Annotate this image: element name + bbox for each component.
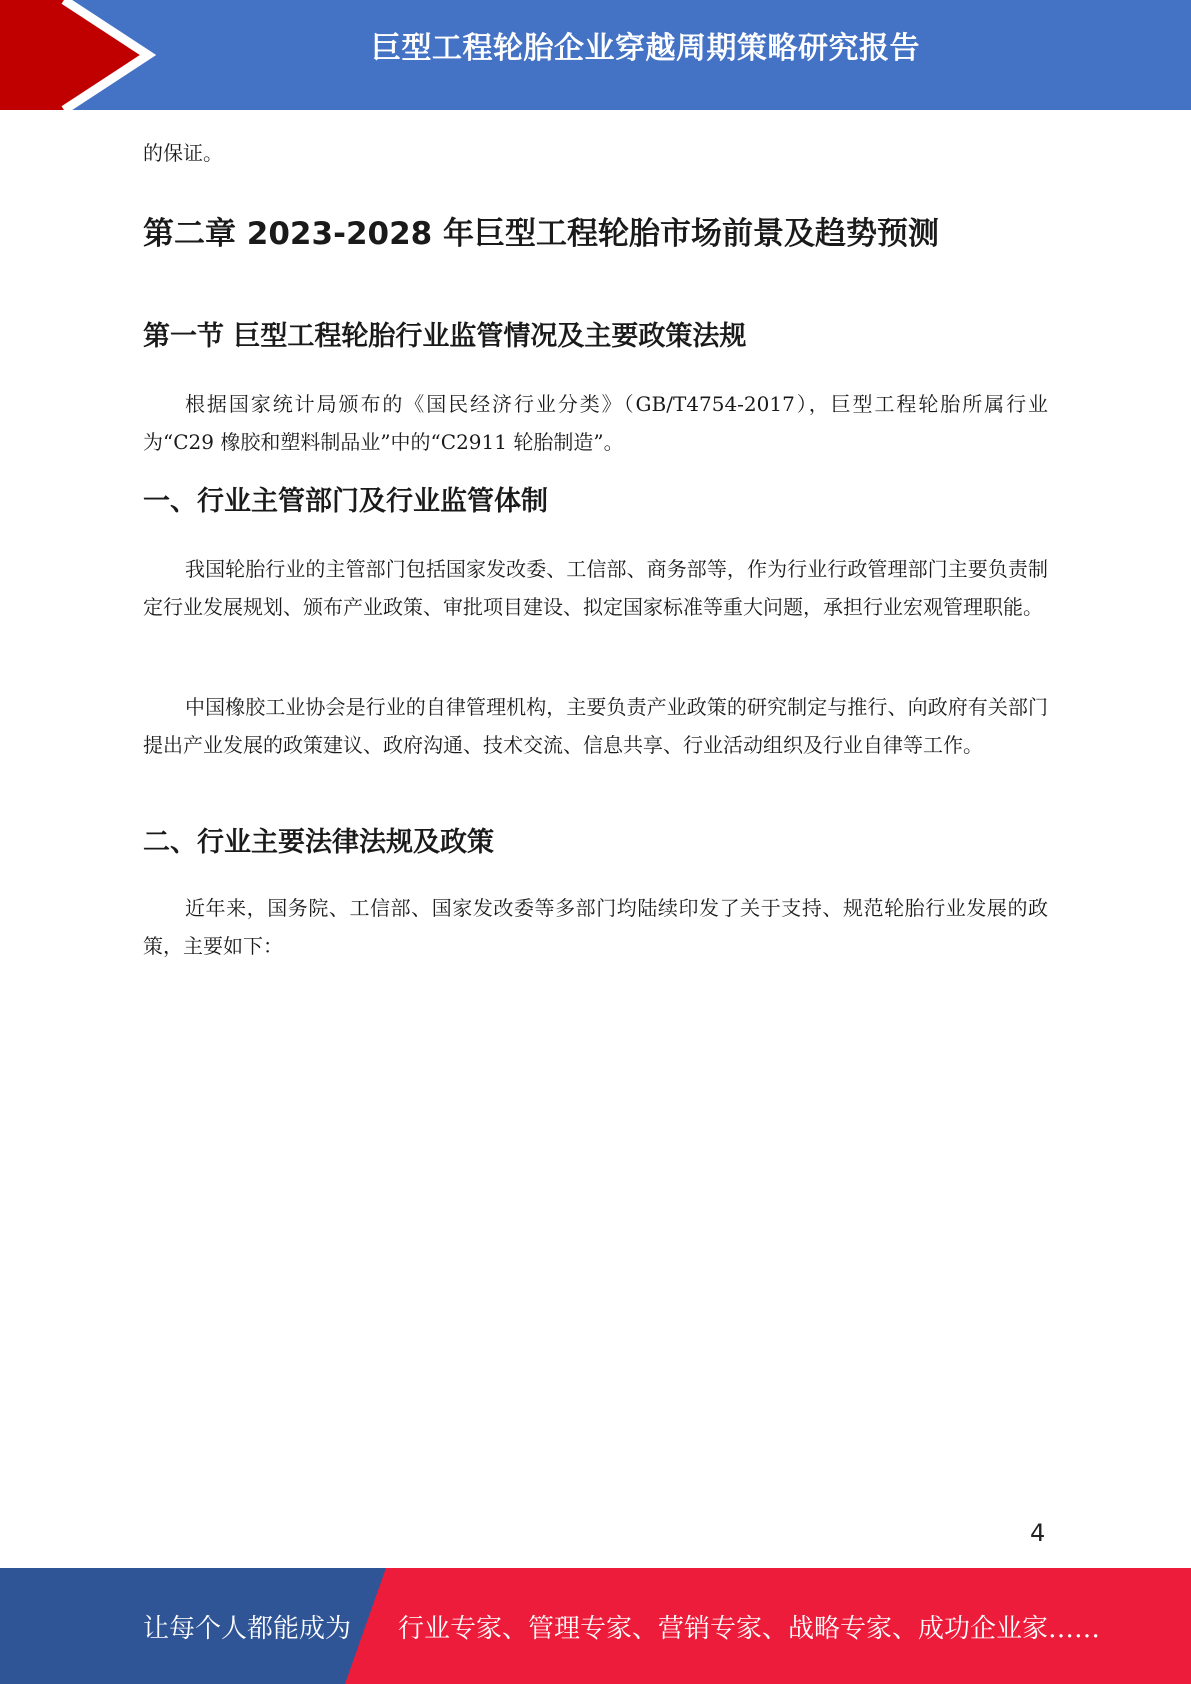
page-footer bbox=[0, 1568, 1191, 1684]
subsection-1-title: 一、行业主管部门及行业监管体制 bbox=[143, 486, 548, 517]
subsection-1-paragraph-1: 我国轮胎行业的主管部门包括国家发改委、工信部、商务部等，作为行业行政管理部门主要负责制定行业发展规划、颁布产业政策、审批项目建设、拟定国家标准等重大问题，承担行业宏观管理职能。 bbox=[143, 557, 1048, 619]
subsection-2-paragraph: 近年来，国务院、工信部、国家发改委等多部门均陆续印发了关于支持、规范轮胎行业发展的政策，主要如下： bbox=[143, 896, 1048, 958]
subsection-1-paragraph-2: 中国橡胶工业协会是行业的自律管理机构，主要负责产业政策的研究制定与推行、向政府有关部门提出产业发展的政策建议、政府沟通、技术交流、信息共享、行业活动组织及行业自律等工作。 bbox=[143, 695, 1048, 757]
footer-slogan-right: 行业专家、管理专家、营销专家、战略专家、成功企业家…… bbox=[398, 1614, 1101, 1644]
continued-paragraph: 的保证。 bbox=[143, 141, 223, 165]
subsection-2-title: 二、行业主要法律法规及政策 bbox=[143, 827, 494, 858]
header-chevron-icon bbox=[0, 0, 160, 110]
footer-slogan-left: 让每个人都能成为 bbox=[143, 1614, 352, 1644]
header-title: 巨型工程轮胎企业穿越周期策略研究报告 bbox=[371, 31, 920, 66]
chevron-red-shape bbox=[0, 0, 148, 110]
section-title: 第一节 巨型工程轮胎行业监管情况及主要政策法规 bbox=[143, 321, 747, 352]
section-paragraph: 根据国家统计局颁布的《国民经济行业分类》（GB/T4754-2017），巨型工程轮胎所属行业为“C29 橡胶和塑料制品业”中的“C2911 轮胎制造”。 bbox=[143, 392, 1048, 454]
chapter-title: 第二章 2023-2028 年巨型工程轮胎市场前景及趋势预测 bbox=[143, 216, 940, 252]
page-header bbox=[0, 0, 1191, 110]
page-number: 4 bbox=[1030, 1519, 1046, 1547]
